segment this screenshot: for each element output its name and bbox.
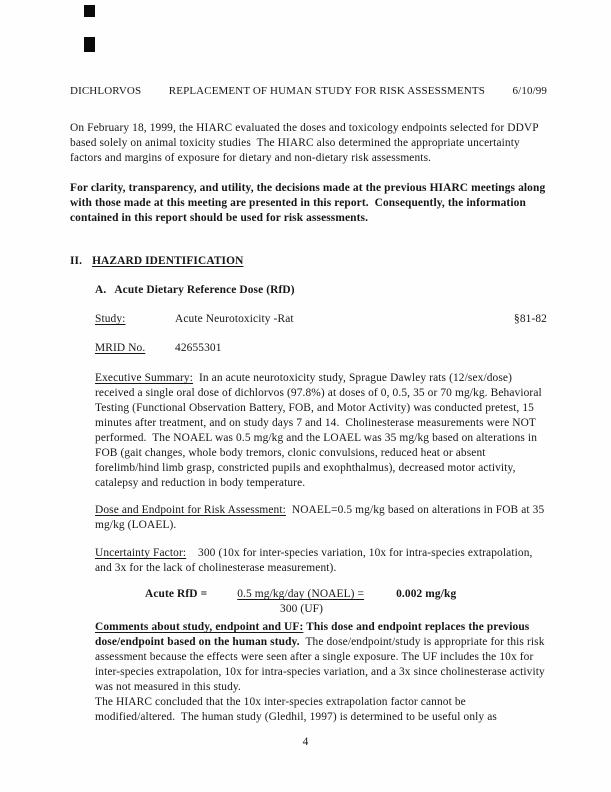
comments-paragraph [95,620,547,695]
rfd-numerator: 0.5 mg/kg/day (NOAEL) = [237,588,365,600]
rfd-label: Acute RfD = [145,588,208,600]
scan-artifact [84,37,95,52]
comments-text: The dose/endpoint/study is appropriate for this risk assessment because the effects were seen after a single exposure. The UF includes the 10x for inter-species extrapolation, 10x for intra-species variation, and a 3x since cholinesterase activity was not measured in this study. [95,636,548,693]
study-guideline-number: §81-82 [514,313,547,325]
section-heading-hazard-identification [70,254,547,269]
dose-endpoint-paragraph [95,503,547,533]
subsection-number: A. [95,284,107,296]
executive-summary-label: Executive Summary: [95,372,194,384]
subsection-title: Acute Dietary Reference Dose (RfD) [114,284,295,296]
mrid-row [95,341,547,356]
header-date: 6/10/99 [512,85,547,97]
intro-paragraph: On February 18, 1999, the HIARC evaluated the doses and toxicology endpoints selected for DDVP based solely on animal toxicity studies The HIARC also determined the appropriate uncertainty factors and margins of exposure for dietary and non-dietary risk assessments. [70,122,542,164]
study-label: Study: [95,313,126,325]
executive-summary-paragraph [95,371,547,491]
emphasis-paragraph: For clarity, transparency, and utility, the decisions made at the previous HIARC meetings along with those made at this meeting are presented in this report. Consequently, the information contained in this report should be used for risk assessments. [70,182,549,224]
study-row [95,312,547,327]
rfd-equation [145,587,547,617]
rfd-result: 0.002 mg/kg [396,588,457,600]
mrid-label: MRID No. [95,342,146,354]
rfd-denominator: 300 (UF) [280,603,324,615]
subsection-heading-acute-rfd [95,283,547,298]
section-number: II. [70,255,83,267]
comments-paragraph-2: The HIARC concluded that the 10x inter-species extrapolation factor cannot be modified/altered. The human study (Gledhil, 1997) is determined to be useful only as [95,696,497,723]
dose-endpoint-label: Dose and Endpoint for Risk Assessment: [95,504,286,516]
header-document-title: REPLACEMENT OF HUMAN STUDY FOR RISK ASSESSMENTS [168,85,485,97]
dose-endpoint-text: NOAEL=0.5 mg/kg based on alterations in FOB at 35 mg/kg (LOAEL). [95,504,548,531]
mrid-value: 42655301 [175,342,222,354]
document-header [70,84,547,99]
section-title: HAZARD IDENTIFICATION [92,255,244,267]
comments-bold-text: This dose and endpoint replaces the previous dose/endpoint based on the human study. [95,621,533,648]
header-chemical-name: DICHLORVOS [70,85,142,97]
uncertainty-factor-label: Uncertainty Factor: [95,547,187,559]
executive-summary-text: In an acute neurotoxicity study, Sprague Dawley rats (12/sex/dose) received a single oral dose of dichlorvos (97.8%) at doses of 0, 0.5, 35 or 70 mg/kg. Behavioral Testing (Functional Observation Battery, FOB, and Motor Activity) was conducted pretest, 15 minutes after treatment, and on study days 7 and 14. Cholinesterase measurements were NOT performed. The NOAEL was 0.5 mg/kg and the LOAEL was 35 mg/kg based on alterations in FOB (gait changes, whole body tremors, clonic convulsions, reduced heat or absent forelimb/hind limb grasp, constricted pupils and exophthalmus), decreased motor activity, catalepsy and reduction in body temperature. [95,372,545,489]
rfd-equation-top [145,587,547,602]
uncertainty-factor-text: 300 (10x for inter-species variation, 10x for intra-species extrapolation, and 3x for the lack of cholinesterase measurement). [95,547,536,574]
uncertainty-factor-paragraph [95,546,547,576]
page-number: 4 [302,736,309,748]
section-body [95,283,547,725]
comments-label: Comments about study, endpoint and UF: [95,621,304,633]
study-value: Acute Neurotoxicity -Rat [175,313,294,325]
scan-artifact [84,5,95,17]
